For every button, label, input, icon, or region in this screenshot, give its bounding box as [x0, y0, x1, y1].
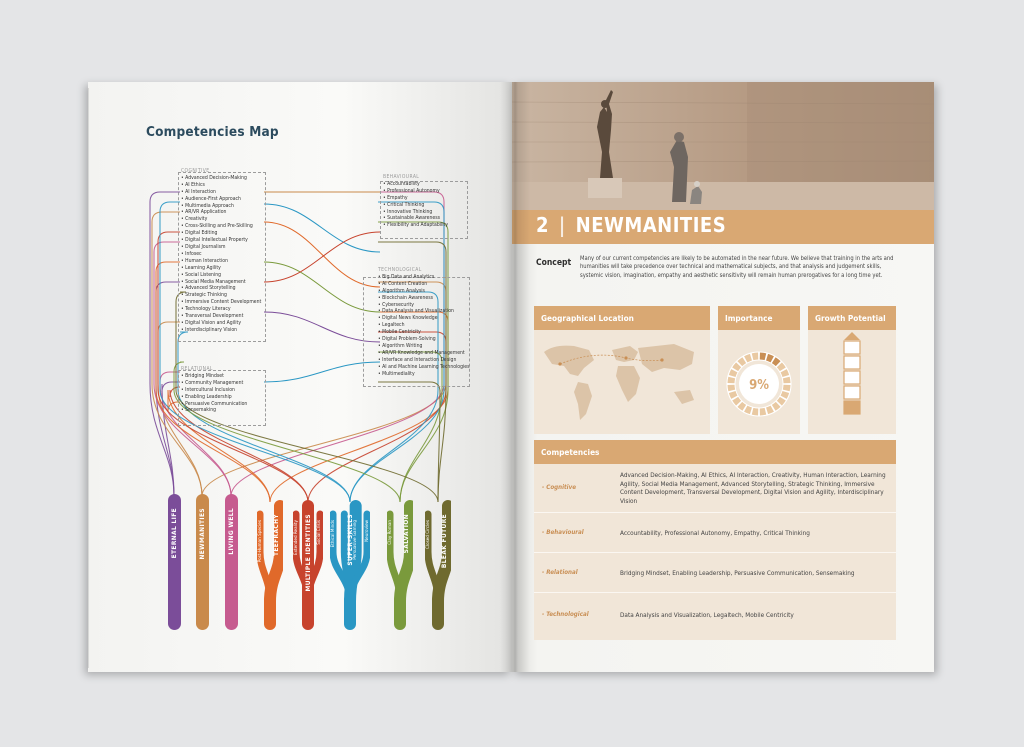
scenario-sub-label: Closed Circles [425, 520, 431, 549]
concept-text: Many of our current competencies are likely to be automated in the near future. We believe that training in the arts and humanities will take precedence over technical and mathematical subjects, and that analysis and judgement skills, systemic vision, imagination, empathy and aesthetic sensitivity will remain human prerogatives for a long time yet. [580, 256, 894, 279]
flow-line [378, 382, 440, 502]
importance-segment [760, 356, 766, 357]
technological-group [378, 267, 470, 378]
scenario-label: LIVING WELL [227, 508, 235, 555]
importance-card-header: Importance [718, 306, 800, 330]
competency-category: - Technological [542, 611, 589, 618]
title-divider: | [558, 213, 566, 237]
concept-label: Concept [536, 258, 572, 268]
competency-item: • Enabling Leadership [181, 393, 232, 400]
scenario-sub-label: Post-Human Species [257, 520, 263, 563]
competency-item: • Digital Journalism [181, 243, 226, 250]
competency-item: • Innovative Thinking [383, 208, 433, 215]
competency-item: • Audience-First Approach [181, 195, 241, 202]
competency-item: • Digital Intellectual Property [181, 237, 248, 244]
importance-segment [774, 404, 778, 407]
competency-item: • Bridging Mindset [181, 372, 224, 379]
competency-item: • Cross-Skilling and Pre-Skilling [181, 223, 253, 230]
competency-item: • Advanced Decision-Making [181, 174, 247, 181]
competency-item: • Algorithm Analysis [378, 287, 425, 294]
importance-segment [735, 399, 738, 403]
importance-value: 9% [749, 378, 769, 393]
scenario-label: SALVATION [402, 514, 410, 554]
behavioural-group [383, 174, 448, 229]
competency-list: Accountability, Professional Autonomy, Empathy, Critical Thinking [620, 528, 810, 537]
competency-item: • Persuasive Communication [181, 400, 248, 407]
competency-item: • Digital Editing [181, 230, 218, 237]
competency-item: • Multimedia Approach [181, 202, 234, 209]
competency-item: • Interface and Interaction Design [378, 356, 457, 363]
competency-item: • Learning Agility [181, 264, 221, 271]
competency-item: • Strategic Thinking [181, 292, 227, 299]
growth-card [808, 306, 896, 434]
importance-segment [753, 411, 759, 412]
competency-item: • AR/VR Application [181, 209, 227, 216]
competency-category: - Relational [542, 569, 578, 576]
competency-item: • Transversal Development [181, 313, 244, 320]
scenario-sub-label: Persuasive Gaming [353, 520, 359, 560]
competency-item: • Critical Thinking [383, 201, 425, 208]
importance-segment [767, 409, 772, 411]
museum-photo [512, 82, 934, 210]
group-heading: TECHNOLOGICAL [378, 267, 422, 273]
competency-item: • Legaltech [378, 322, 405, 329]
importance-segment [740, 404, 744, 407]
importance-segment [784, 371, 786, 376]
statue-photo-image [512, 82, 934, 210]
flow-line [264, 204, 380, 252]
flow-line [264, 232, 380, 282]
group-heading: BEHAVIOURAL [383, 174, 420, 180]
competency-item: • Mobile Centricity [378, 329, 421, 336]
importance-segment [746, 357, 751, 359]
competency-item: • Immersive Content Development [181, 299, 262, 306]
competency-item: • Interdisciplinary Vision [181, 326, 238, 333]
scenario-label: BLEAK FUTURE [440, 514, 448, 569]
scenario-name: NEWMANITIES [575, 213, 727, 237]
competency-item: • Sensemaking [181, 407, 217, 414]
competency-item: • Empathy [383, 194, 408, 201]
scenario-title [536, 213, 726, 237]
cognitive-group [181, 168, 261, 334]
scenario-label: MULTIPLE IDENTITIES [304, 514, 312, 592]
scenario-sub-label: Neuroview [365, 520, 370, 542]
competency-item: • Social Listening [181, 271, 222, 278]
group-heading: COGNITIVE [181, 168, 210, 174]
competency-item: • Multimediality [378, 370, 415, 377]
geo-card [534, 306, 710, 434]
importance-segment [774, 360, 778, 363]
importance-segment [735, 365, 738, 369]
competency-item: • Advanced Storytelling [181, 285, 236, 292]
competency-item: • Sustainable Awareness [383, 215, 440, 222]
growth-block [844, 341, 860, 354]
competency-item: • AI Interaction [181, 188, 216, 195]
growth-arrow-icon [844, 332, 860, 340]
competency-list: Advanced Decision-Making, AI Ethics, AI Interaction, Creativity, Human Interaction, Learning Agility, Social Media Management, Advanced Storytelling, Strategic Thinking, Immersive Content Development, Transversal Development, Digital Vision and Agility, Interdisciplinary Vision [620, 471, 886, 505]
growth-block [844, 356, 860, 369]
scenario-label: SUPER-SKILLS [346, 514, 354, 566]
competencies-header: Competencies [534, 440, 896, 464]
map-title: Competencies Map [146, 124, 279, 140]
competency-item: • Creativity [181, 216, 208, 223]
scenario-sub-label: Extended Reality [293, 520, 299, 556]
competency-item: • Algorithm Writing [378, 342, 423, 349]
scenario-sub-label: Ethical Minds [331, 520, 336, 548]
right-page [512, 82, 934, 672]
competency-item: • Intercultural Inclusion [181, 386, 235, 393]
growth-block [844, 386, 860, 399]
left-page [88, 82, 512, 672]
competency-item: • Cybersecurity [378, 301, 414, 308]
competency-item: • Digital Vision and Agility [181, 319, 242, 326]
competency-item: • Accountability [383, 180, 420, 187]
importance-segment [753, 356, 759, 357]
competency-item: • Technology Literacy [181, 306, 231, 313]
geo-card-header: Geographical Location [534, 306, 710, 330]
importance-segment [760, 411, 766, 412]
competency-item: • Social Media Management [181, 278, 246, 285]
competency-item: • Professional Autonomy [383, 187, 440, 194]
competency-row [534, 592, 896, 637]
competency-item: • Community Management [181, 379, 244, 386]
competency-item: • AR/VR Knowledge and Management [378, 349, 465, 356]
scenario-number: 2 [536, 213, 550, 237]
scenario-label: NEWMANITIES [198, 508, 206, 560]
importance-segment [767, 357, 772, 359]
open-brochure [88, 82, 934, 672]
world-map-image [534, 330, 710, 434]
competency-category: - Cognitive [542, 484, 576, 491]
scenario-label: TEEFRACHY [272, 514, 280, 557]
importance-segment [779, 365, 782, 369]
competency-item: • Blockchain Awareness [378, 294, 433, 301]
importance-segment [779, 399, 782, 403]
competency-item: • AI Content Creation [378, 280, 428, 287]
competency-item: • Infosec [181, 250, 202, 257]
competency-item: • AI Ethics [181, 181, 205, 188]
growth-card-header: Growth Potential [808, 306, 896, 330]
importance-segment [740, 360, 744, 363]
competency-category: - Behavioural [542, 529, 584, 536]
competency-list: Bridging Mindset, Enabling Leadership, Persuasive Communication, Sensemaking [620, 568, 855, 577]
relational-group [181, 366, 247, 414]
importance-segment [746, 409, 751, 411]
group-heading: RELATIONAL [181, 366, 213, 372]
competency-row [534, 464, 896, 512]
growth-block [844, 401, 860, 414]
competency-item: • Big Data and Analytics [378, 273, 435, 280]
competency-item: • AI and Machine Learning Technologies [378, 363, 470, 370]
competency-item: • Data Analysis and Visualization [378, 308, 454, 315]
growth-block [844, 371, 860, 384]
scenario-label: ETERNAL LIFE [170, 508, 178, 559]
competency-item: • Digital Problem-Solving [378, 336, 436, 343]
scenario-sub-label: Clay Roman [387, 520, 393, 545]
competency-row [534, 552, 896, 593]
competency-item: • Flexibility and Adaptability [383, 222, 449, 229]
scenario-sub-label: Social Crisis [317, 520, 322, 545]
competency-row [534, 512, 896, 553]
growth-stack [808, 330, 896, 434]
competency-list: Data Analysis and Visualization, Legaltech, Mobile Centricity [620, 610, 794, 619]
importance-card [718, 306, 800, 434]
competency-item: • Digital News Knowledge [378, 315, 438, 322]
competency-item: • Human Interaction [181, 257, 229, 264]
importance-segment [732, 371, 734, 376]
